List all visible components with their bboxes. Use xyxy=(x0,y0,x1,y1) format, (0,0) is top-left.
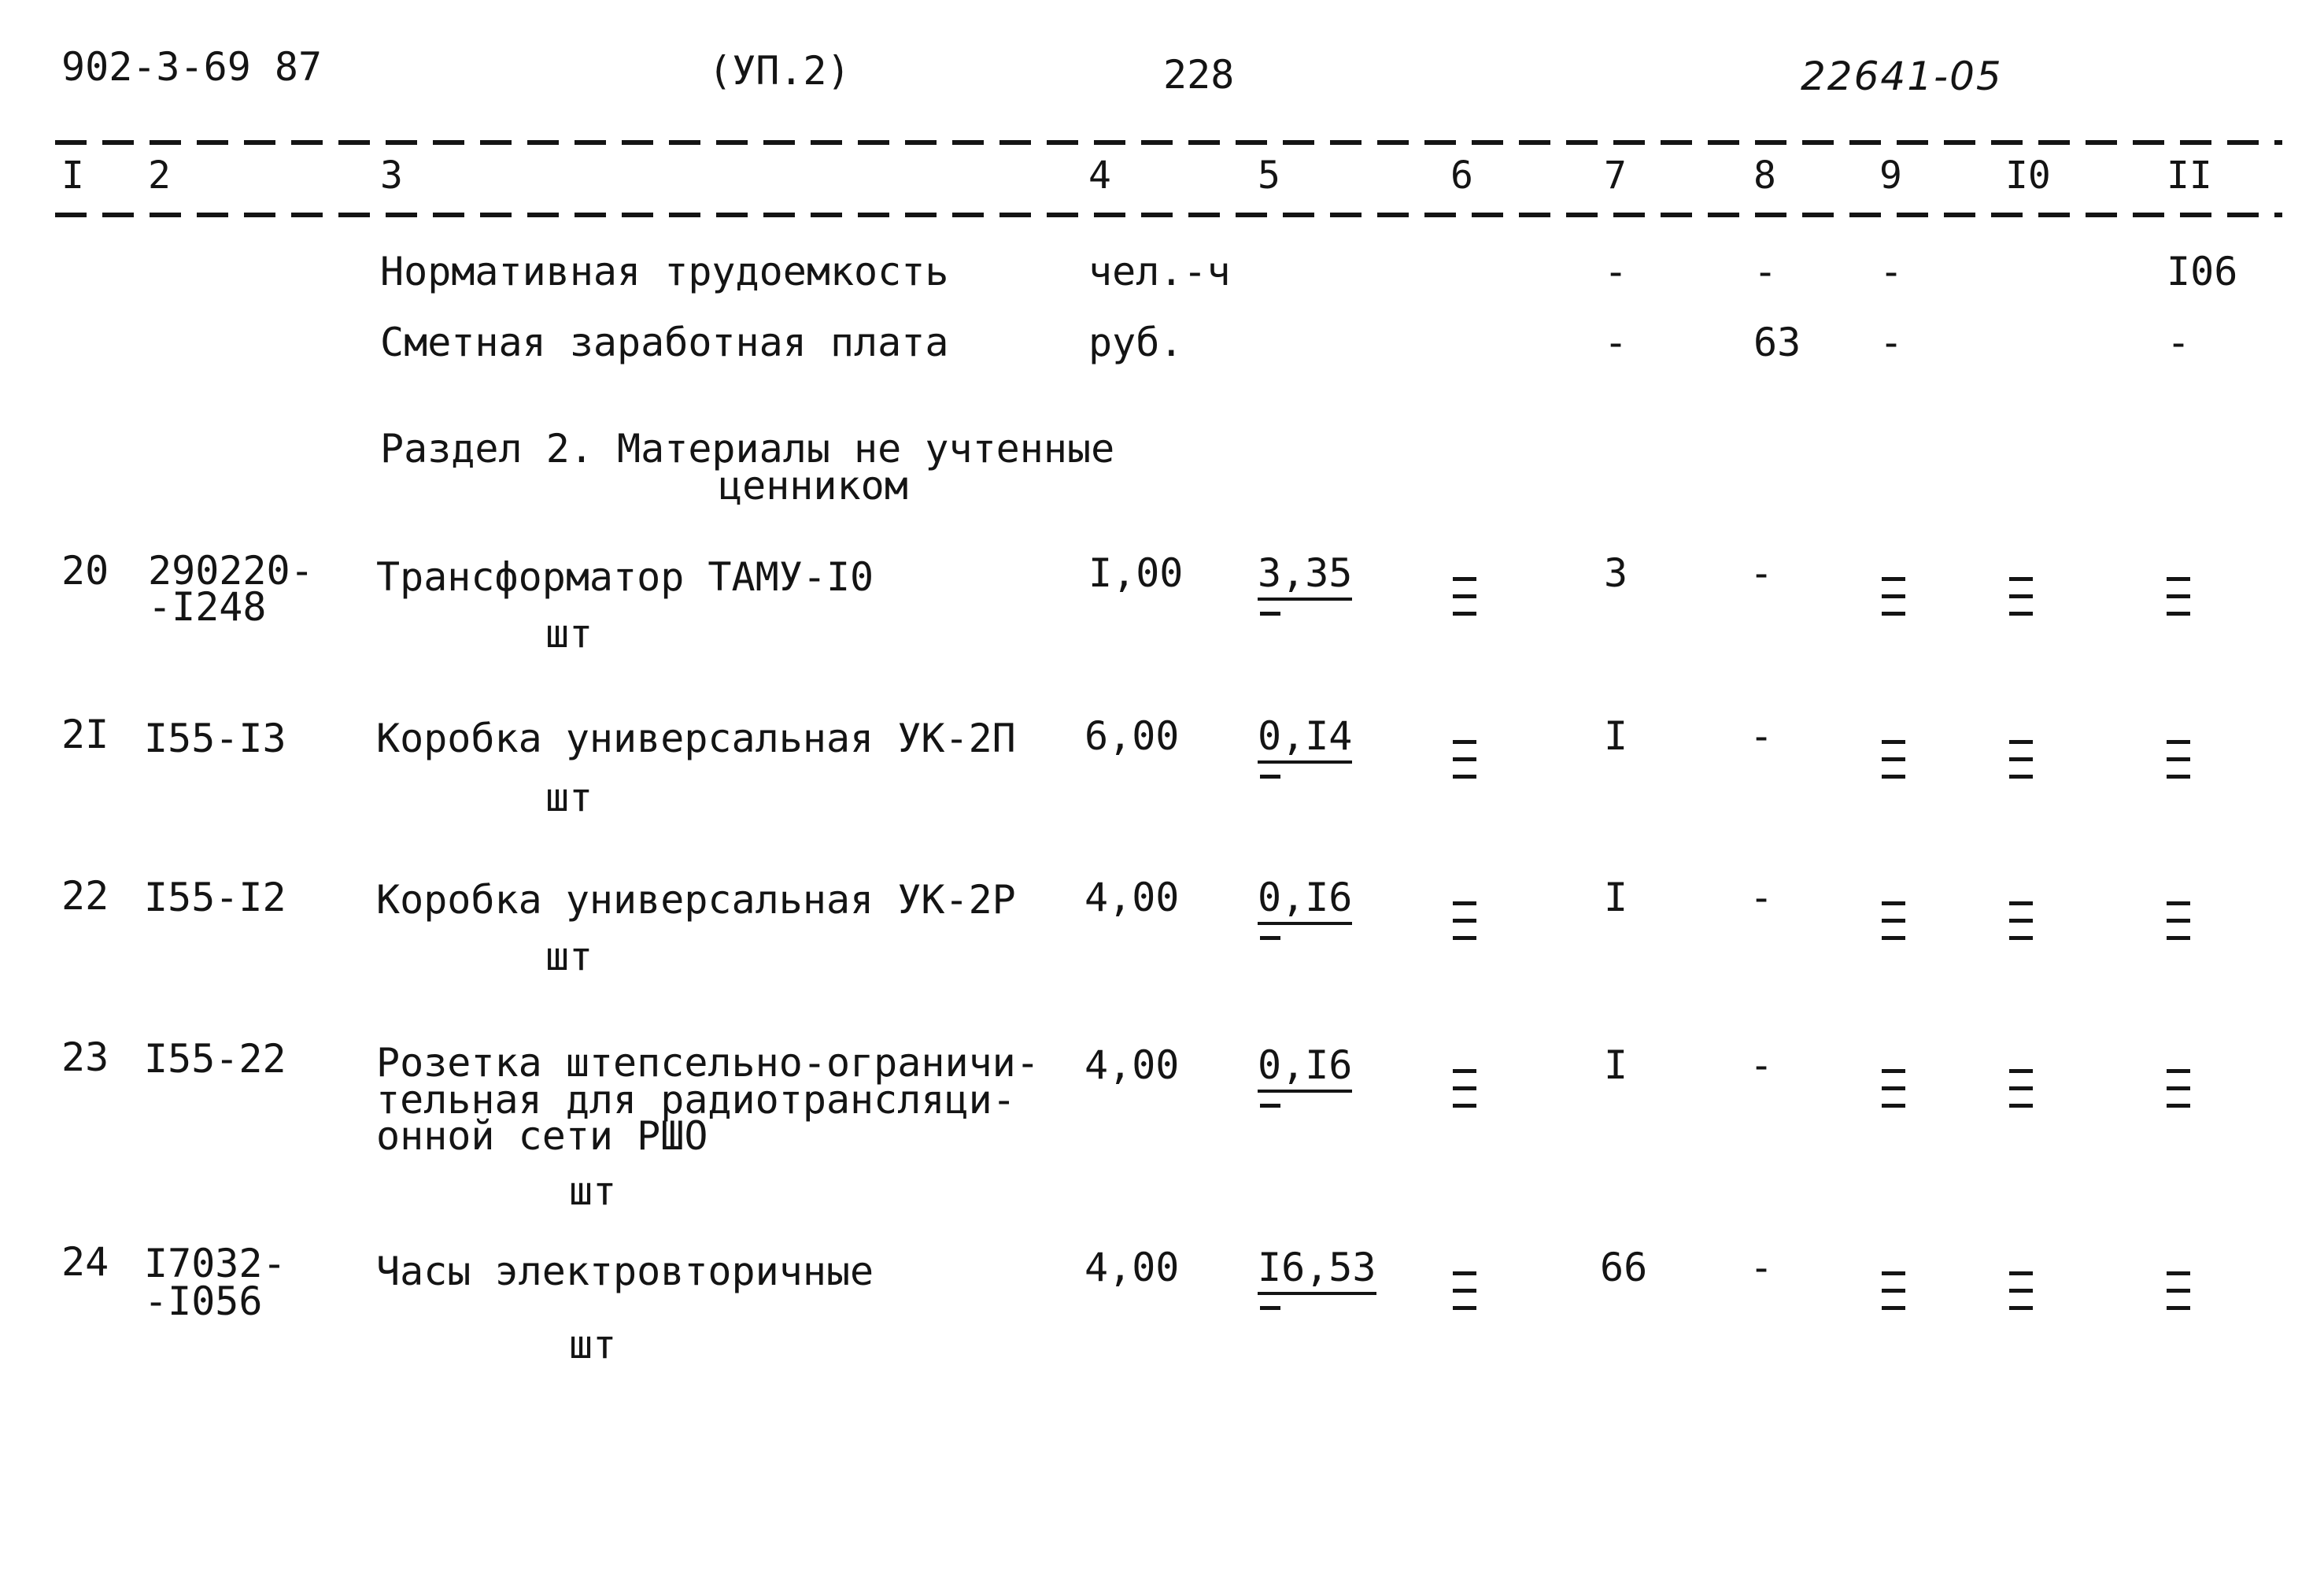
column-header: 7 xyxy=(1604,154,1627,198)
ditto-mark xyxy=(1882,1069,1905,1110)
row-code-continued: -I248 xyxy=(148,584,267,630)
row-unit: шт xyxy=(545,611,593,657)
ditto-mark xyxy=(1453,1069,1476,1110)
ditto-mark xyxy=(2009,1271,2033,1312)
row-item-name-line2: тельная для радиотрансляци- xyxy=(376,1077,1016,1123)
underline-tick xyxy=(1260,1306,1280,1310)
column-header: I0 xyxy=(2005,154,2051,198)
ditto-mark xyxy=(1882,577,1905,618)
document-code: 902-3-69 87 xyxy=(61,44,323,90)
row-col8: - xyxy=(1749,875,1774,920)
row-unit: шт xyxy=(545,775,593,820)
column-header: 4 xyxy=(1088,154,1111,198)
row-col8: - xyxy=(1749,1042,1774,1088)
ditto-mark xyxy=(2167,901,2190,942)
summary-col9: - xyxy=(1879,320,1904,365)
row-quantity: 4,00 xyxy=(1084,875,1180,920)
header-rule-top xyxy=(55,140,2282,145)
row-col7: I xyxy=(1604,875,1628,920)
ditto-mark xyxy=(1882,740,1905,781)
row-unit-price: 0,I6 xyxy=(1258,878,1352,917)
row-code: I55-22 xyxy=(144,1036,286,1082)
row-code: I55-I2 xyxy=(144,875,286,920)
row-quantity: 4,00 xyxy=(1084,1042,1180,1088)
summary-name: Сметная заработная плата xyxy=(380,320,949,365)
row-col7: 66 xyxy=(1600,1245,1648,1290)
row-col8: - xyxy=(1749,550,1774,596)
row-item-name: Трансформатор ТАМУ-I0 xyxy=(376,554,874,600)
ditto-mark xyxy=(2167,577,2190,618)
summary-col7: - xyxy=(1604,249,1628,294)
row-unit-price: I6,53 xyxy=(1258,1248,1376,1287)
ditto-mark xyxy=(1453,577,1476,618)
row-unit: шт xyxy=(569,1322,617,1367)
row-quantity: I,00 xyxy=(1088,550,1184,596)
ditto-mark xyxy=(2167,1271,2190,1312)
ditto-mark xyxy=(1882,901,1905,942)
row-unit-price: 0,I6 xyxy=(1258,1045,1352,1085)
underline-tick xyxy=(1260,775,1280,779)
column-header: 6 xyxy=(1450,154,1473,198)
row-unit: шт xyxy=(569,1168,617,1214)
summary-col7: - xyxy=(1604,320,1628,365)
column-header: 5 xyxy=(1258,154,1280,198)
summary-col8: 63 xyxy=(1753,320,1801,365)
row-item-name: Коробка универсальная УК-2П xyxy=(376,716,1016,761)
row-col7: 3 xyxy=(1604,550,1628,596)
ditto-mark xyxy=(1453,1271,1476,1312)
row-number: 2I xyxy=(61,712,109,757)
row-number: 23 xyxy=(61,1034,109,1080)
row-code: I7032- xyxy=(144,1241,286,1286)
row-col7: I xyxy=(1604,713,1628,759)
ditto-mark xyxy=(1882,1271,1905,1312)
row-col7: I xyxy=(1604,1042,1628,1088)
row-unit-price: 3,35 xyxy=(1258,553,1352,593)
column-header: I xyxy=(61,154,84,198)
row-number: 20 xyxy=(61,548,109,594)
ditto-mark xyxy=(2167,740,2190,781)
ditto-mark xyxy=(1453,740,1476,781)
row-number: 22 xyxy=(61,873,109,919)
row-item-name: Коробка универсальная УК-2Р xyxy=(376,877,1016,923)
ditto-mark xyxy=(2009,577,2033,618)
row-item-name: Розетка штепсельно-ограничи- xyxy=(376,1040,1040,1086)
row-quantity: 6,00 xyxy=(1084,713,1180,759)
underline-tick xyxy=(1260,612,1280,616)
summary-col9: - xyxy=(1879,249,1904,294)
row-quantity: 4,00 xyxy=(1084,1245,1180,1290)
summary-unit: руб. xyxy=(1088,320,1184,365)
summary-col11: - xyxy=(2167,320,2191,365)
row-code: 290220- xyxy=(148,548,314,594)
row-col8: - xyxy=(1749,1245,1774,1290)
column-header: 2 xyxy=(148,154,171,198)
ditto-mark xyxy=(1453,901,1476,942)
column-header: 3 xyxy=(380,154,403,198)
row-code-continued: -I056 xyxy=(144,1278,263,1324)
album-label: (УП.2) xyxy=(708,48,851,94)
row-item-name: Часы электровторичные xyxy=(376,1249,874,1294)
row-col8: - xyxy=(1749,713,1774,759)
row-number: 24 xyxy=(61,1239,109,1285)
ditto-mark xyxy=(2009,901,2033,942)
underline-tick xyxy=(1260,936,1280,940)
row-unit: шт xyxy=(545,934,593,979)
underline-tick xyxy=(1260,1104,1280,1108)
column-header: 9 xyxy=(1879,154,1902,198)
ditto-mark xyxy=(2167,1069,2190,1110)
section-heading-continued: ценником xyxy=(719,463,908,509)
row-item-name-line3: онной сети РШО xyxy=(376,1113,708,1159)
column-header: II xyxy=(2167,154,2212,198)
summary-name: Нормативная трудоемкость xyxy=(380,249,949,294)
ditto-mark xyxy=(2009,740,2033,781)
row-code: I55-I3 xyxy=(144,716,286,761)
ditto-mark xyxy=(2009,1069,2033,1110)
column-header: 8 xyxy=(1753,154,1776,198)
row-unit-price: 0,I4 xyxy=(1258,716,1352,756)
summary-col8: - xyxy=(1753,249,1778,294)
section-heading: Раздел 2. Материалы не учтенные xyxy=(380,426,1115,472)
inventory-stamp: 22641-05 xyxy=(1801,54,2003,99)
header-rule-bottom xyxy=(55,213,2282,217)
summary-unit: чел.-ч xyxy=(1088,249,1231,294)
page-number: 228 xyxy=(1163,52,1235,98)
summary-col11: I06 xyxy=(2167,249,2238,294)
